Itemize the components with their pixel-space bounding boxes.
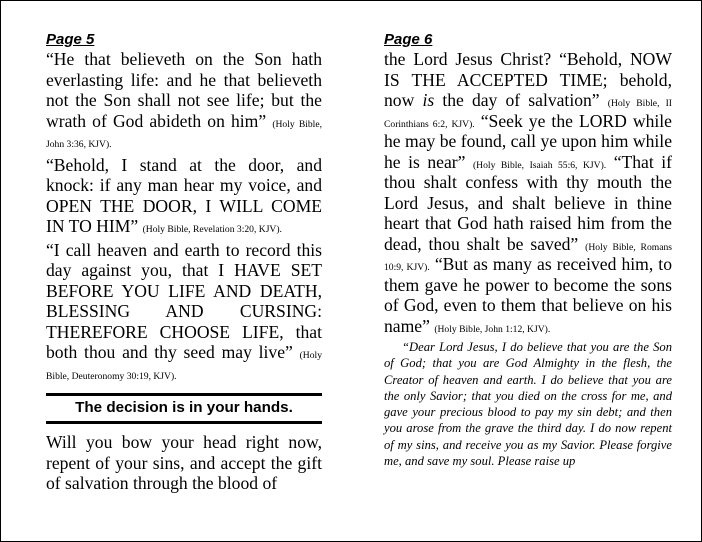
verse-text: the Lord Jesus Christ? “Behold, NOW IS THE ACCEPTED TIME; behold, now	[384, 49, 672, 110]
page-6	[384, 31, 672, 482]
verse-text: the day of salvation”	[434, 90, 608, 110]
verse-reference: (Holy Bible, John 1:12, KJV).	[434, 323, 551, 335]
page-5	[46, 31, 322, 497]
verse-revelation-3-20	[46, 155, 322, 237]
verse-john-3-36	[46, 49, 322, 152]
page-label: Page 6	[384, 31, 433, 48]
verse-reference: (Holy Bible, Deuteronomy 30:19, KJV).	[46, 350, 322, 382]
verse-emphasis: is	[422, 90, 435, 110]
verse-text: “That if thou shalt confess with thy mouth the Lord Jesus, and shalt believe in thine heart that God hath raised him from the dead, thou shalt be saved”	[384, 151, 673, 254]
verse-deuteronomy-30-19	[46, 240, 322, 384]
verse-text: “Behold, I stand at the door, and knock: if any man hear my voice, and OPEN THE DOOR, I WILL COME IN TO HIM”	[46, 154, 322, 236]
decision-banner: The decision is in your hands.	[46, 393, 322, 424]
verse-reference: (Holy Bible, Romans 10:9, KJV).	[384, 241, 672, 273]
verse-reference: (Holy Bible, Isaiah 55:6, KJV).	[472, 159, 607, 171]
page-label: Page 5	[46, 31, 95, 48]
prayer-paragraph: “Dear Lord Jesus, I do believe that you are the Son of God; that you are God Almighty in the flesh, the Creator of heaven and earth. I do believe that you are the only Savior; that you died on the cross for me, and gave your precious blood to pay my sin debt; and then you arose from the grave the third day. I do now repent of my sins, and receive you as my Savior. Please forgive me, and save my soul. Please raise up	[384, 340, 672, 469]
verse-text: “But as many as received him, to them gave he power to become the sons of God, even to them that believe on his name”	[384, 254, 672, 336]
verse-reference: (Holy Bible, John 3:36, KJV).	[46, 118, 322, 150]
verse-reference: (Holy Bible, Revelation 3:20, KJV).	[142, 224, 282, 235]
verses-paragraph	[384, 49, 672, 336]
verse-text: “He that believeth on the Son hath everlasting life: and he that believeth not the Son shall not see life; but the wrath of God abideth on him”	[46, 49, 322, 131]
verse-reference: (Holy Bible, II Corinthians 6:2, KJV).	[384, 98, 672, 130]
verse-text: “I call heaven and earth to record this day against you, that I HAVE SET BEFORE YOU LIFE AND DEATH, BLESSING AND CURSING: THEREFORE CHOOSE LIFE, that both thou and thy seed may live”	[46, 239, 322, 362]
invitation-paragraph: Will you bow your head right now, repent of your sins, and accept the gift of salvation through the blood of	[46, 432, 322, 493]
verse-text: “Seek ye the LORD while he may be found, call ye upon him while he is near”	[384, 110, 672, 172]
